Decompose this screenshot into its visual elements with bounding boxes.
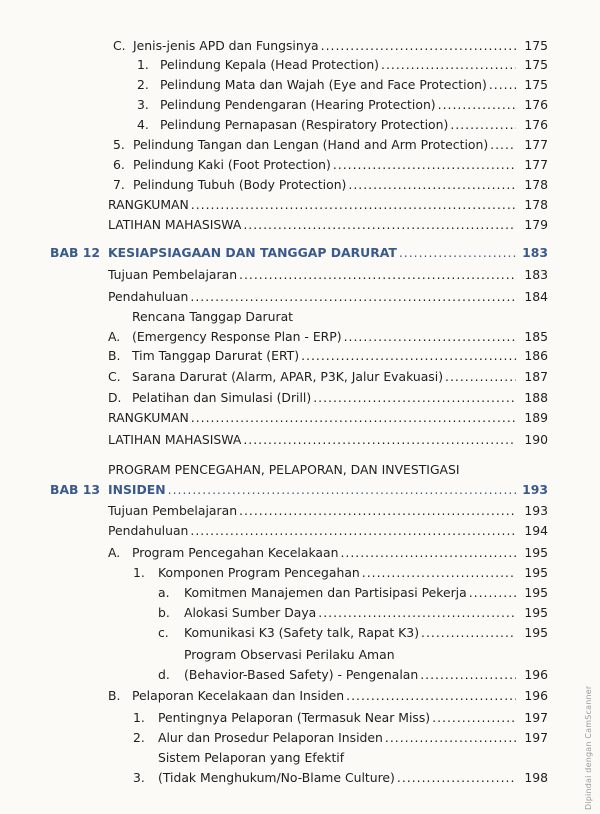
toc-entry[interactable] — [158, 585, 548, 601]
toc-page-number: 176 — [524, 97, 548, 112]
toc-entry-title: (Tidak Menghukum/No-Blame Culture) — [158, 770, 395, 785]
toc-page-number: 176 — [524, 117, 548, 132]
toc-entry-title-line1: Sistem Pelaporan yang Efektif — [158, 750, 345, 765]
dot-leader — [420, 667, 516, 683]
toc-entry[interactable] — [137, 117, 548, 133]
toc-entry-number: d. — [158, 667, 170, 682]
toc-entry-number: C. — [113, 38, 126, 53]
toc-page-number: 196 — [524, 667, 548, 682]
toc-entry-title-line1: Rencana Tanggap Darurat — [132, 309, 294, 324]
toc-entry-number: BAB 12 — [50, 245, 101, 260]
dot-leader — [450, 117, 516, 133]
toc-entry[interactable] — [137, 57, 548, 73]
toc-page-number: 183 — [524, 267, 548, 282]
toc-entry-title: RANGKUMAN — [108, 410, 189, 425]
dot-leader — [301, 348, 516, 364]
dot-leader — [381, 57, 516, 73]
toc-page-number: 195 — [524, 565, 548, 580]
dot-leader — [191, 410, 516, 426]
toc-page-number: 187 — [524, 369, 548, 384]
toc-page-number: 195 — [524, 585, 548, 600]
toc-entry[interactable] — [133, 565, 548, 581]
toc-page-number: 193 — [524, 503, 548, 518]
toc-entry-title-line1: PROGRAM PENCEGAHAN, PELAPORAN, DAN INVESTIGASI — [108, 462, 460, 477]
dot-leader — [191, 197, 516, 213]
toc-entry-number: B. — [108, 688, 121, 703]
toc-entry-number: BAB 13 — [50, 482, 101, 497]
toc-entry[interactable] — [108, 267, 548, 283]
toc-entry[interactable] — [113, 157, 548, 173]
toc-entry-title: Pelindung Mata dan Wajah (Eye and Face Protection) — [160, 77, 487, 92]
toc-entry-number: 7. — [113, 177, 125, 192]
toc-entry[interactable] — [137, 77, 548, 93]
chapter-entry[interactable] — [50, 245, 548, 261]
toc-entry-title: LATIHAN MAHASISWA — [108, 432, 242, 447]
toc-entry[interactable] — [113, 137, 548, 153]
toc-entry[interactable] — [108, 432, 548, 448]
dot-leader — [489, 77, 516, 93]
toc-entry-title: LATIHAN MAHASISWA — [108, 217, 242, 232]
toc-entry-title: KESIAPSIAGAAN DAN TANGGAP DARURAT — [108, 245, 397, 260]
dot-leader — [239, 267, 516, 283]
toc-entry-title: Pendahuluan — [108, 523, 189, 538]
toc-page-number: 175 — [524, 77, 548, 92]
toc-entry-number: D. — [108, 390, 122, 405]
toc-page-number: 189 — [524, 410, 548, 425]
toc-page-number: 179 — [524, 217, 548, 232]
toc-page-number: 198 — [524, 770, 548, 785]
dot-leader — [399, 245, 516, 261]
toc-page-number: 197 — [524, 710, 548, 725]
toc-entry[interactable] — [113, 177, 548, 193]
toc-entry[interactable] — [113, 38, 548, 54]
dot-leader — [432, 710, 516, 726]
toc-entry-title: Komitmen Manajemen dan Partisipasi Pekerja — [184, 585, 467, 600]
dot-leader — [445, 369, 516, 385]
toc-entry[interactable] — [108, 390, 548, 406]
dot-leader — [385, 730, 516, 746]
toc-page-number: 186 — [524, 348, 548, 363]
toc-page-number: 175 — [524, 38, 548, 53]
toc-page-number: 193 — [522, 482, 548, 497]
toc-entry[interactable] — [108, 289, 548, 305]
toc-entry-number: 1. — [137, 57, 149, 72]
toc-entry-number: A. — [108, 329, 121, 344]
toc-page-number: 175 — [524, 57, 548, 72]
toc-entry[interactable] — [108, 523, 548, 539]
toc-entry[interactable] — [108, 688, 548, 704]
toc-entry[interactable] — [108, 545, 548, 561]
dot-leader — [469, 585, 516, 601]
toc-entry-title: Pendahuluan — [108, 289, 189, 304]
toc-page-number: 178 — [524, 177, 548, 192]
dot-leader — [333, 157, 516, 173]
toc-entry-title: Sarana Darurat (Alarm, APAR, P3K, Jalur Evakuasi) — [132, 369, 444, 384]
toc-entry-title: Pelindung Tangan dan Lengan (Hand and Arm Protection) — [133, 137, 489, 152]
toc-entry-number: 2. — [137, 77, 149, 92]
toc-entry-number: C. — [108, 369, 121, 384]
toc-entry[interactable] — [158, 667, 548, 683]
dot-leader — [438, 97, 516, 113]
scanner-watermark: Dipindai dengan CamScanner — [584, 685, 593, 810]
toc-entry[interactable] — [133, 730, 548, 746]
dot-leader — [318, 605, 516, 621]
toc-entry[interactable] — [158, 625, 548, 641]
toc-page-number: 178 — [524, 197, 548, 212]
toc-entry-number: 6. — [113, 157, 125, 172]
toc-entry-title: Tujuan Pembelajaran — [108, 503, 238, 518]
toc-page-number: 195 — [524, 605, 548, 620]
toc-entry-title: Pelindung Kaki (Foot Protection) — [133, 157, 331, 172]
toc-entry-title: Komponen Program Pencegahan — [158, 565, 360, 580]
dot-leader — [243, 217, 516, 233]
toc-page-number: 194 — [524, 523, 548, 538]
toc-entry-title-line1: Program Observasi Perilaku Aman — [184, 647, 395, 662]
toc-page-number: 188 — [524, 390, 548, 405]
toc-entry-title: Tujuan Pembelajaran — [108, 267, 238, 282]
toc-page-number: 196 — [524, 688, 548, 703]
toc-entry-title: Alur dan Prosedur Pelaporan Insiden — [158, 730, 383, 745]
dot-leader — [340, 545, 516, 561]
toc-entry[interactable] — [108, 410, 548, 426]
toc-page-number: 177 — [524, 137, 548, 152]
toc-entry-title: Pelindung Pendengaran (Hearing Protection) — [160, 97, 436, 112]
dot-leader — [239, 503, 516, 519]
toc-entry-title: Program Pencegahan Kecelakaan — [132, 545, 339, 560]
toc-entry[interactable] — [108, 197, 548, 213]
toc-entry-title: Pelatihan dan Simulasi (Drill) — [132, 390, 312, 405]
dot-leader — [190, 523, 516, 539]
toc-entry[interactable] — [108, 503, 548, 519]
toc-entry-title: Pelindung Tubuh (Body Protection) — [133, 177, 347, 192]
toc-entry-title: Jenis-jenis APD dan Fungsinya — [133, 38, 319, 53]
toc-entry-number: 3. — [133, 770, 145, 785]
toc-entry-number: 2. — [133, 730, 145, 745]
dot-leader — [243, 432, 516, 448]
toc-entry-number: c. — [158, 625, 169, 640]
toc-page-number: 177 — [524, 157, 548, 172]
toc-entry-title: (Emergency Response Plan - ERP) — [132, 329, 342, 344]
toc-entry-number: 3. — [137, 97, 149, 112]
toc-entry-number: 1. — [133, 565, 145, 580]
toc-entry[interactable] — [108, 329, 548, 345]
toc-entry-title: Pentingnya Pelaporan (Termasuk Near Miss) — [158, 710, 431, 725]
toc-page-number: 190 — [524, 432, 548, 447]
toc-entry[interactable] — [133, 770, 548, 786]
toc-page-number: 195 — [524, 545, 548, 560]
dot-leader — [421, 625, 516, 641]
toc-entry-number: 1. — [133, 710, 145, 725]
dot-leader — [321, 38, 516, 54]
toc-entry-title: Alokasi Sumber Daya — [184, 605, 317, 620]
toc-entry-number: B. — [108, 348, 121, 363]
toc-entry-title: Pelindung Pernapasan (Respiratory Protection) — [160, 117, 449, 132]
dot-leader — [344, 329, 516, 345]
dot-leader — [362, 565, 516, 581]
dot-leader — [346, 688, 516, 704]
toc-entry-title: Pelaporan Kecelakaan dan Insiden — [132, 688, 345, 703]
dot-leader — [168, 482, 516, 498]
toc-entry[interactable] — [108, 348, 548, 364]
toc-entry-number: 4. — [137, 117, 149, 132]
dot-leader — [313, 390, 516, 406]
toc-entry[interactable] — [137, 97, 548, 113]
toc-entry[interactable] — [133, 710, 548, 726]
toc-entry-title: INSIDEN — [108, 482, 166, 497]
toc-entry-title: Tim Tanggap Darurat (ERT) — [132, 348, 300, 363]
toc-page-number: 185 — [524, 329, 548, 344]
dot-leader — [397, 770, 516, 786]
chapter-entry[interactable] — [50, 482, 548, 498]
toc-entry[interactable] — [108, 217, 548, 233]
toc-page-number: 197 — [524, 730, 548, 745]
dot-leader — [348, 177, 516, 193]
toc-entry-title: (Behavior-Based Safety) - Pengenalan — [184, 667, 419, 682]
toc-entry-number: A. — [108, 545, 121, 560]
toc-page-number: 183 — [522, 245, 548, 260]
toc-entry-title: Komunikasi K3 (Safety talk, Rapat K3) — [184, 625, 420, 640]
toc-entry-number: b. — [158, 605, 170, 620]
toc-entry-title: RANGKUMAN — [108, 197, 189, 212]
toc-entry[interactable] — [108, 369, 548, 385]
toc-entry-number: a. — [158, 585, 170, 600]
dot-leader — [490, 137, 516, 153]
toc-page-number: 184 — [524, 289, 548, 304]
toc-entry-title: Pelindung Kepala (Head Protection) — [160, 57, 380, 72]
dot-leader — [190, 289, 516, 305]
toc-entry-number: 5. — [113, 137, 125, 152]
toc-page-number: 195 — [524, 625, 548, 640]
toc-entry[interactable] — [158, 605, 548, 621]
